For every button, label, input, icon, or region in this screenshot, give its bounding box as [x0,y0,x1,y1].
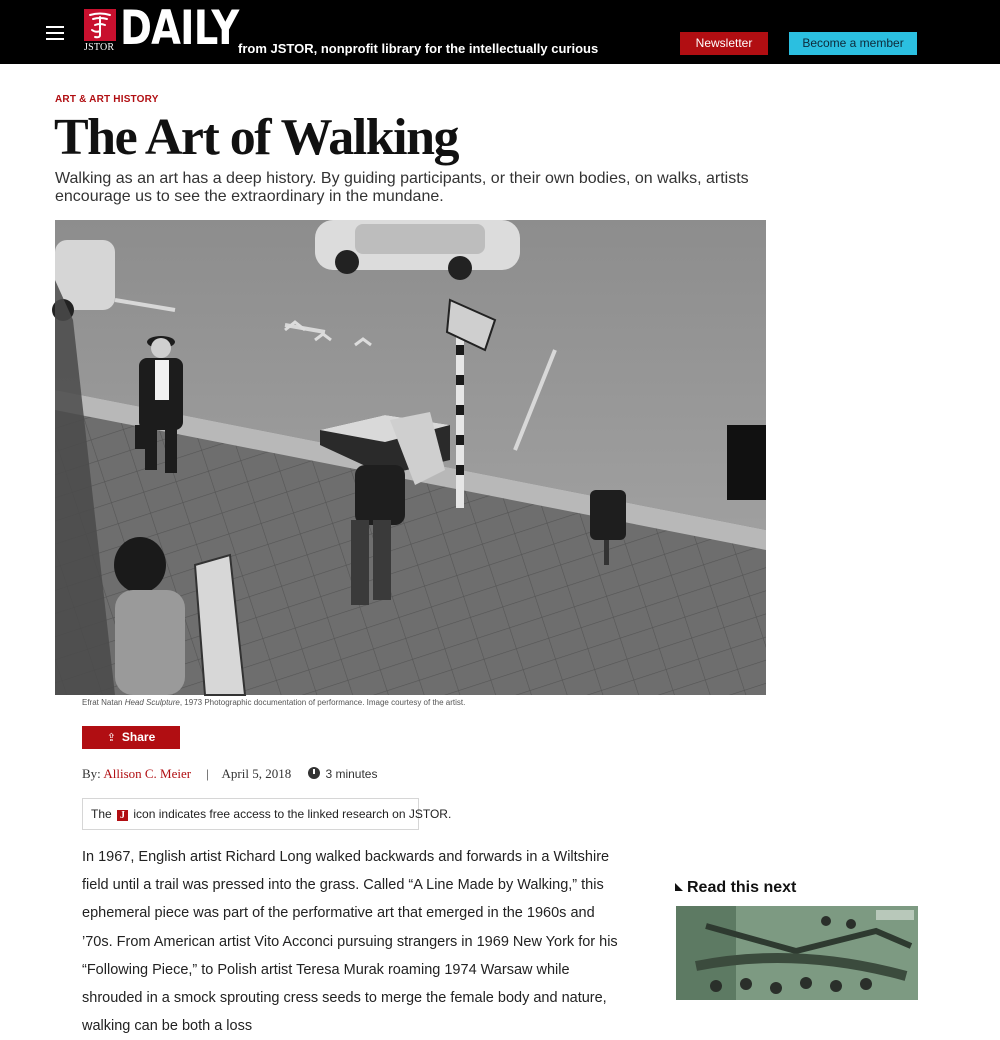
read-next-label: Read this next [687,879,797,896]
read-time: 3 minutes [325,767,378,781]
newsletter-button[interactable]: Newsletter [680,32,768,55]
clock-icon [308,767,320,779]
caption-work: Head Sculpture [124,698,180,707]
hamburger-menu-icon[interactable] [46,26,64,40]
byline [82,766,377,782]
hero-image [55,220,766,695]
article-dek: Walking as an art has a deep history. By guiding participants, or their own bodies, on walks, artists encourage us to see the extraordinary in the mundane. [55,170,749,205]
author-link[interactable]: Allison C. Meier [103,766,192,781]
publish-date: April 5, 2018 [221,766,292,781]
share-button[interactable] [82,726,180,749]
caption-artist: Efrat Natan [82,698,123,707]
jstor-j-icon: J [117,810,128,821]
article-body-paragraph: In 1967, English artist Richard Long walked backwards and forwards in a Wiltshire field until a trail was pressed into the grass. Called “A Line Made by Walking,” this ephemeral piece was part of the performative art that emerged in the 1960s and ’70s. From American artist Vito Acconci pursuing strangers in 1969 New York for his “Following Piece,” to Polish artist Teresa Murak roaming 1974 Warsaw while shrouded in a smock sprouting cress seeds to merge the female body and nature, walking can be both a loss [82,849,618,1035]
share-label: Share [121,730,156,744]
category-link[interactable]: ART & ART HISTORY [55,94,159,105]
image-caption [82,698,465,707]
notice-text-after: icon indicates free access to the linked research on JSTOR. [133,807,452,821]
read-this-next-heading [675,879,796,897]
site-tagline: from JSTOR, nonprofit library for the intellectually curious [238,41,599,56]
corner-arrow-icon [675,883,683,891]
logo-daily-text: DAILY [120,1,239,56]
read-next-thumbnail[interactable] [676,906,918,1000]
free-access-notice [82,798,452,830]
jstor-logo-icon [84,9,116,41]
article-title: The Art of Walking [54,109,459,166]
notice-text-before: The [91,807,112,821]
site-logo[interactable] [84,1,239,56]
caption-rest: , 1973 Photographic documentation of performance. Image courtesy of the artist. [179,698,466,707]
logo-jstor-text: JSTOR [84,42,115,53]
share-icon: ⇪ [106,732,116,744]
byline-prefix: By: [82,766,101,781]
site-header [0,0,1000,64]
byline-separator: | [206,766,209,781]
become-member-button[interactable]: Become a member [789,32,917,55]
